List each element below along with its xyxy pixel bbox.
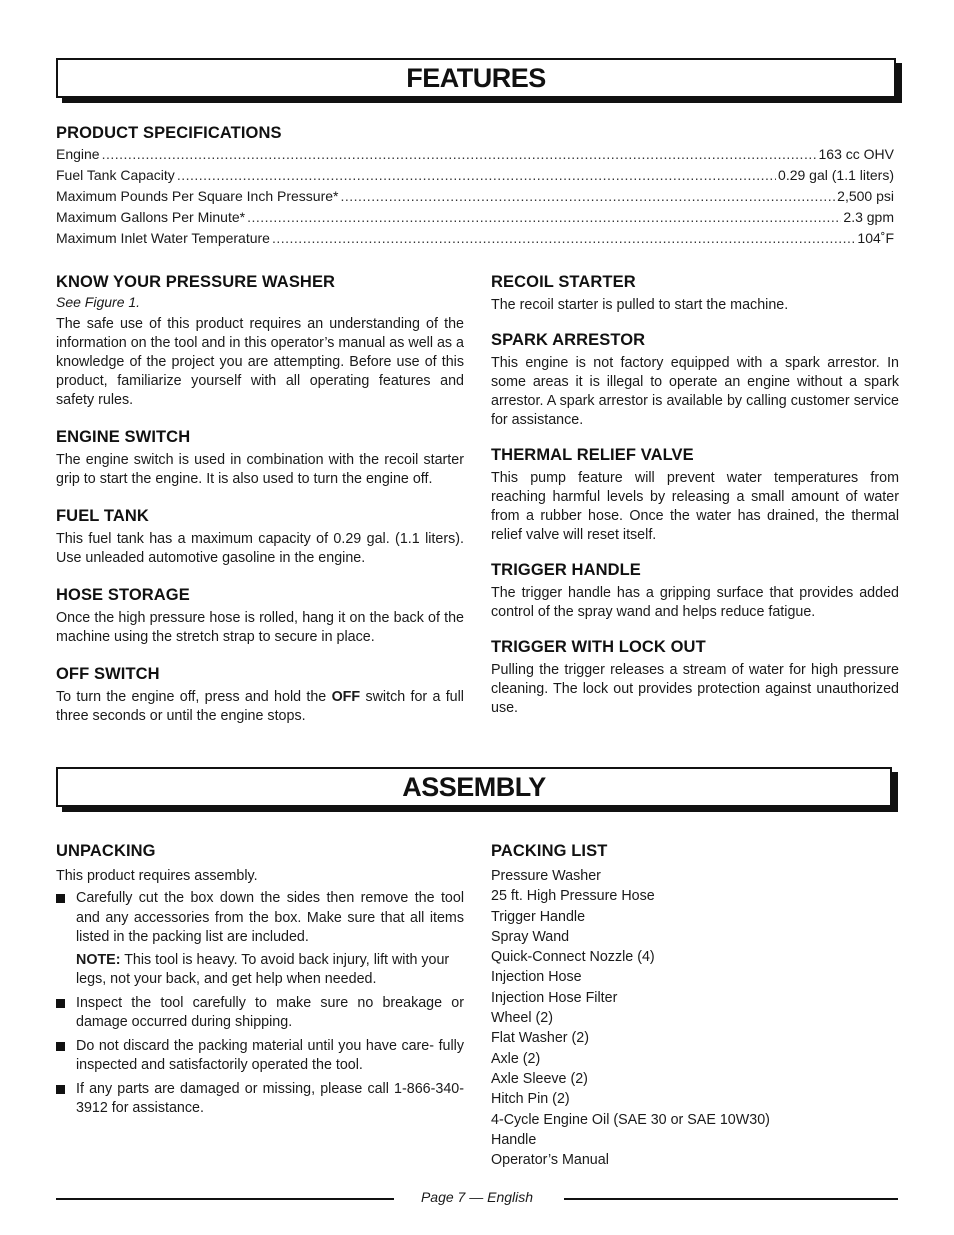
bullet-square-icon — [56, 1085, 65, 1094]
list-item-text: If any parts are damaged or missing, please call 1-866-340-3912 for assistance. — [76, 1080, 464, 1116]
unpacking-list — [56, 889, 464, 948]
section-recoil-starter — [491, 273, 899, 315]
dot-leader — [177, 165, 776, 186]
section-heading: TRIGGER HANDLE — [491, 561, 641, 579]
list-item — [56, 889, 464, 948]
section-spark-arrestor — [491, 331, 899, 430]
section-heading: UNPACKING — [56, 842, 156, 860]
bullet-square-icon — [56, 999, 65, 1008]
spec-row-pressure — [56, 186, 894, 207]
figure-reference: See Figure 1. — [56, 294, 141, 310]
specs-heading: PRODUCT SPECIFICATIONS — [56, 124, 282, 142]
packing-item: 25 ft. High Pressure Hose — [491, 888, 655, 905]
dot-leader — [247, 207, 841, 228]
section-heading: PACKING LIST — [491, 842, 608, 860]
packing-list-column — [491, 842, 899, 1170]
section-heading: ENGINE SWITCH — [56, 428, 191, 446]
note-label: NOTE: — [76, 951, 121, 968]
section-text — [56, 688, 464, 726]
section-hose-storage — [56, 586, 464, 647]
packing-item: Hitch Pin (2) — [491, 1091, 570, 1108]
section-text: Once the high pressure hose is rolled, hang it on the back of the machine using the stretch strap to secure in place. — [56, 610, 464, 645]
spec-label: Engine — [56, 146, 100, 162]
section-text: This fuel tank has a maximum capacity of 0.29 gal. (1.1 liters). Use unleaded automotive gasoline in the engine. — [56, 531, 464, 566]
spec-label: Maximum Inlet Water Temperature — [56, 230, 270, 246]
spec-value: 163 cc OHV — [818, 146, 894, 162]
section-text: The engine switch is used in combination with the recoil starter grip to start the engine. It is also used to turn the engine off. — [56, 452, 464, 487]
features-banner — [56, 58, 896, 98]
spec-row-engine — [56, 144, 894, 165]
packing-item: Trigger Handle — [491, 908, 586, 925]
section-heading: TRIGGER WITH LOCK OUT — [491, 638, 706, 656]
section-off-switch — [56, 665, 464, 726]
off-keyword: OFF — [331, 689, 361, 705]
packing-item: Pressure Washer — [491, 868, 601, 884]
text-segment: To turn the engine off, press and hold the — [56, 689, 332, 705]
spec-row-fuel-tank — [56, 165, 894, 186]
assembly-banner — [56, 767, 892, 807]
dot-leader — [340, 186, 835, 207]
packing-item: 4-Cycle Engine Oil (SAE 30 or SAE 10W30) — [491, 1111, 770, 1128]
bullet-square-icon — [56, 894, 65, 903]
product-specifications — [56, 124, 894, 249]
text-segment: switch for a full three seconds or until the engine stops. — [56, 689, 464, 724]
note — [56, 951, 464, 990]
dot-leader — [102, 144, 817, 165]
section-heading: THERMAL RELIEF VALVE — [491, 446, 694, 464]
packing-item: Handle — [491, 1131, 537, 1148]
features-left-column — [56, 273, 464, 740]
section-text: Pulling the trigger releases a stream of water for high pressure cleaning. The lock out provides protection against unauthorized use. — [491, 662, 899, 716]
spec-label: Fuel Tank Capacity — [56, 167, 175, 183]
section-trigger-handle — [491, 561, 899, 622]
packing-item: Axle (2) — [491, 1050, 541, 1067]
section-heading: HOSE STORAGE — [56, 586, 190, 604]
spec-value: 0.29 gal (1.1 liters) — [778, 167, 894, 183]
page-footer — [56, 1188, 898, 1208]
section-heading: OFF SWITCH — [56, 665, 160, 683]
packing-list — [491, 866, 899, 1170]
packing-item: Spray Wand — [491, 928, 570, 945]
section-text: The safe use of this product requires an understanding of the information on the tool and in this operator’s manual as well as a knowledge of the project you are attempting. Before use of this product, familiarize yourself with all operating features and safety rules. — [56, 316, 464, 408]
unpacking-intro: This product requires assembly. — [56, 868, 258, 884]
assembly-title: ASSEMBLY — [402, 771, 546, 802]
features-title: FEATURES — [406, 62, 546, 93]
list-item-text: Inspect the tool carefully to make sure no breakage or damage occurred during shipping. — [76, 994, 464, 1030]
packing-item: Axle Sleeve (2) — [491, 1070, 588, 1087]
spec-value: 104˚F — [857, 230, 894, 246]
section-engine-switch — [56, 428, 464, 489]
spec-label: Maximum Pounds Per Square Inch Pressure* — [56, 188, 339, 204]
packing-item: Flat Washer (2) — [491, 1030, 589, 1047]
dot-leader — [272, 228, 855, 249]
section-heading: RECOIL STARTER — [491, 273, 636, 291]
list-item — [56, 994, 464, 1033]
spec-label: Maximum Gallons Per Minute* — [56, 209, 246, 225]
features-right-column — [491, 273, 899, 732]
spec-row-gpm — [56, 207, 894, 228]
spec-row-water-temp — [56, 228, 894, 249]
unpacking-column — [56, 842, 464, 1123]
packing-item: Wheel (2) — [491, 1010, 553, 1027]
packing-item: Injection Hose Filter — [491, 989, 618, 1006]
section-trigger-lock-out — [491, 638, 899, 718]
list-item-text: Carefully cut the box down the sides then remove the tool and any accessories from the box. Make sure that all items listed in the packing list are included. — [76, 890, 464, 945]
section-fuel-tank — [56, 507, 464, 568]
section-text: This engine is not factory equipped with a spark arrestor. In some areas it is illegal to operate an engine without a spark arrestor. A spark arrestor is available by calling customer service for assistance. — [491, 355, 899, 428]
section-heading: KNOW YOUR PRESSURE WASHER — [56, 273, 336, 291]
spec-value: 2,500 psi — [837, 188, 894, 204]
list-item — [56, 1037, 464, 1076]
list-item-text: Do not discard the packing material until you have care- fully inspected and satisfactorily operated the tool. — [76, 1037, 464, 1073]
section-know-your-pressure-washer — [56, 273, 464, 410]
section-heading: FUEL TANK — [56, 507, 149, 525]
unpacking-list-continued — [56, 994, 464, 1119]
packing-item: Injection Hose — [491, 969, 582, 986]
list-item — [56, 1080, 464, 1119]
page-number: Page 7 — English — [420, 1189, 534, 1205]
note-text: This tool is heavy. To avoid back injury, lift with your legs, not your back, and get help when needed. — [76, 951, 450, 987]
section-text: The recoil starter is pulled to start the machine. — [491, 297, 789, 313]
section-heading: SPARK ARRESTOR — [491, 331, 646, 349]
section-thermal-relief-valve — [491, 446, 899, 545]
section-text: The trigger handle has a gripping surface that provides added control of the spray wand and helps reduce fatigue. — [491, 585, 899, 620]
packing-item: Quick-Connect Nozzle (4) — [491, 949, 655, 966]
spec-value: 2.3 gpm — [843, 209, 894, 225]
bullet-square-icon — [56, 1042, 65, 1051]
packing-item: Operator’s Manual — [491, 1152, 609, 1169]
section-text: This pump feature will prevent water temperatures from reaching harmful levels by releasing a small amount of water from a rubber hose. Once the water has drained, the thermal relief valve will reset itself. — [491, 470, 899, 543]
